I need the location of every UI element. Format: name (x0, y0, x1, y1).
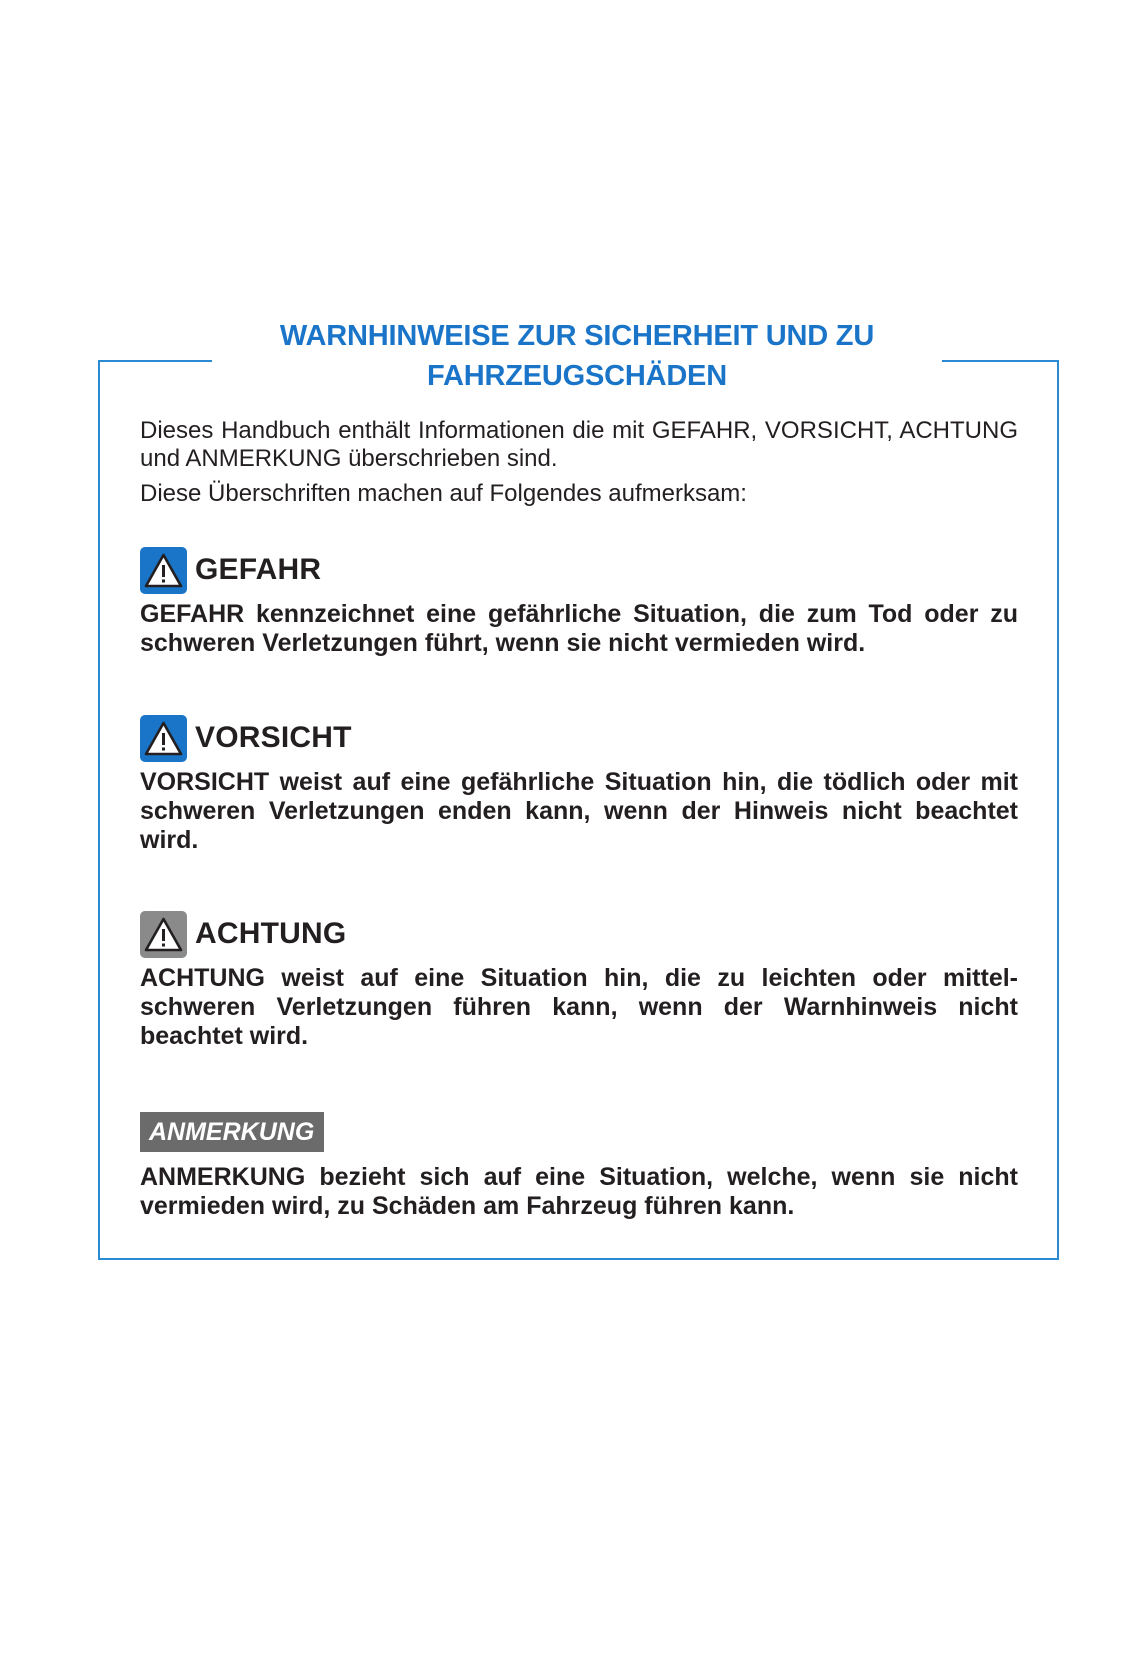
section-anmerkung (140, 1112, 1018, 1221)
warning-triangle-icon (140, 911, 187, 958)
section-gefahr-header (140, 546, 1018, 594)
section-vorsicht (140, 714, 1018, 855)
note-badge: ANMERKUNG (140, 1112, 324, 1152)
warning-triangle-icon (140, 715, 187, 762)
note-text: ANMERKUNG bezieht sich auf eine Situation, welche, wenn sie nicht vermieden wird, zu Schäden am Fahrzeug führen kann. (140, 1163, 1018, 1220)
section-gefahr-label: GEFAHR (195, 553, 322, 586)
section-achtung-header (140, 910, 1018, 958)
intro-paragraph-2: Diese Überschriften machen auf Folgendes aufmerksam: (140, 480, 747, 507)
section-vorsicht-header (140, 714, 1018, 762)
page-title-line-2: FAHRZEUGSCHÄDEN (427, 360, 727, 392)
intro (140, 417, 1018, 508)
section-achtung (140, 910, 1018, 1051)
page-title-line-1: WARNHINWEISE ZUR SICHERHEIT UND ZU (279, 320, 875, 352)
section-vorsicht-text: VORSICHT weist auf eine gefährliche Situation hin, die tödlich oder mit schweren Verletzungen enden kann, wenn der Hinweis nicht beachtet wird. (140, 768, 1018, 854)
section-achtung-text: ACHTUNG weist auf eine Situation hin, die zu leichten oder mittel-schweren Verletzungen führen kann, wenn der Warnhinweis nicht beachtet wird. (140, 964, 1018, 1050)
page-title (200, 316, 954, 396)
section-vorsicht-label: VORSICHT (195, 721, 352, 754)
section-gefahr (140, 546, 1018, 658)
section-gefahr-text: GEFAHR kennzeichnet eine gefährliche Situation, die zum Tod oder zu schweren Verletzungen führt, wenn sie nicht vermieden wird. (140, 600, 1018, 657)
warning-triangle-icon (140, 547, 187, 594)
intro-paragraph-1: Dieses Handbuch enthält Informationen die mit GEFAHR, VORSICHT, ACHTUNG und ANMERKUNG überschrieben sind. (140, 417, 1018, 472)
section-achtung-label: ACHTUNG (195, 917, 347, 950)
